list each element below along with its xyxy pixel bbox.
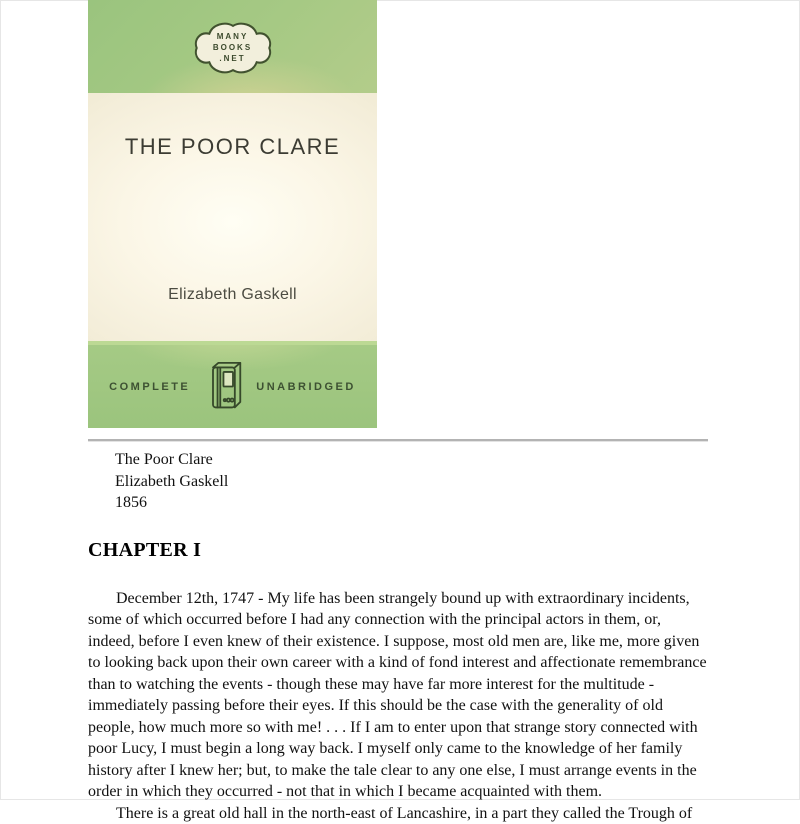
content-column (88, 0, 708, 824)
chapter-heading: CHAPTER I (88, 539, 708, 562)
book-metadata (88, 449, 708, 514)
cover-top-band (88, 0, 377, 93)
paragraph-1: December 12th, 1747 - My life has been strangely bound up with extraordinary incidents, some of which occurred before I had any connection with the principal actors in them, or, indeed, before I even knew of their existence. I suppose, most old men are, like me, more given to looking back upon their own career with a kind of fond interest and affectionate remembrance than to watching the events - though these may have far more interest for the multitude - immediately passing before their eyes. If this should be the case with the generality of old people, how much more so with me! . . . If I am to enter upon that strange story connected with poor Lucy, I must begin a long way back. I myself only came to the knowledge of her family history after I knew her; but, to make the tale clear to any one else, I must arrange events in the order in which they occurred - not that in which I became acquainted with them. (88, 588, 708, 803)
logo-line-2: BOOKS (213, 42, 252, 53)
cover-author: Elizabeth Gaskell (88, 286, 377, 304)
complete-label: COMPLETE (109, 381, 190, 393)
logo-line-1: MANY (213, 31, 252, 42)
logo-line-3: .NET (213, 53, 252, 64)
meta-title: The Poor Clare (115, 449, 708, 471)
book-cover (88, 0, 377, 428)
unabridged-label: UNABRIDGED (256, 381, 356, 393)
meta-author: Elizabeth Gaskell (115, 471, 708, 493)
cover-middle (88, 93, 377, 341)
divider (88, 439, 708, 441)
book-icon (203, 360, 243, 413)
cover-title: THE POOR CLARE (88, 134, 377, 160)
paragraph-2: There is a great old hall in the north-east of Lancashire, in a part they called the Trough of (88, 803, 708, 824)
meta-year: 1856 (115, 492, 708, 514)
logo-text (213, 31, 252, 64)
cover-footer-band (88, 345, 377, 428)
manybooks-logo (191, 18, 275, 78)
